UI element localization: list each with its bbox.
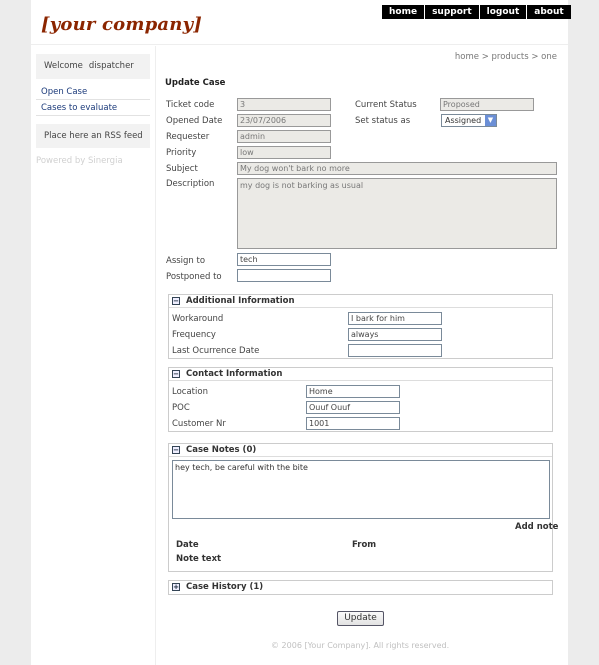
breadcrumb: home > products > one [454,52,557,62]
page [31,0,568,665]
chevron-down-icon: ▼ [485,115,496,126]
opened-date-field: 23/07/2006 [237,114,331,127]
footer-copyright: © 2006 [Your Company]. All rights reserved. [271,641,450,650]
sidebar-divider [36,99,150,100]
case-notes-section [168,443,559,572]
header [31,0,568,45]
username: dispatcher [88,61,134,71]
priority-field: low [237,146,331,159]
case-notes-header[interactable] [169,444,552,457]
company-logo: [your company] [41,14,202,35]
frequency-label: Frequency [172,330,216,340]
current-status-field: Proposed [440,98,534,111]
contact-info-title: Contact Information [186,369,283,379]
poc-input[interactable]: Ouuf Ouuf [306,401,400,414]
customer-nr-input[interactable]: 1001 [306,417,400,430]
priority-label: Priority [166,148,197,158]
case-notes-title: Case Notes (0) [186,445,257,455]
opened-date-label: Opened Date [166,116,223,126]
contact-info-section [168,367,553,432]
update-button[interactable]: Update [337,611,384,626]
last-occurrence-input[interactable] [348,344,442,357]
set-status-select[interactable] [441,114,497,127]
assign-to-label: Assign to [166,256,206,266]
description-label: Description [166,179,215,189]
collapse-icon[interactable]: − [173,370,179,378]
set-status-value: Assigned [445,116,482,125]
workaround-label: Workaround [172,314,224,324]
rss-feed-box: Place here an RSS feed [36,124,150,148]
postponed-to-label: Postponed to [166,272,222,282]
nav-home-link[interactable]: home [381,5,424,19]
frequency-input[interactable]: always [348,328,442,341]
requester-field: admin [237,130,331,143]
notes-col-text: Note text [176,554,222,564]
collapse-icon[interactable]: − [173,297,179,305]
sidebar-divider [36,115,150,116]
location-label: Location [172,387,208,397]
expand-icon[interactable]: + [173,583,179,591]
additional-info-section [168,294,553,359]
requester-label: Requester [166,132,210,142]
postponed-to-input[interactable] [237,269,331,282]
sidebar-link-open-case[interactable]: Open Case [41,87,88,97]
case-history-section [168,580,553,595]
nav-about-link[interactable]: about us [526,5,570,19]
top-nav [381,5,571,31]
subject-label: Subject [166,164,198,174]
notes-col-date: Date [176,540,199,550]
assign-to-input[interactable]: tech [237,253,331,266]
page-title: Update Case [165,78,226,88]
sidebar [31,46,156,665]
add-note-link[interactable]: Add note [515,522,559,532]
collapse-icon[interactable]: − [173,446,179,454]
ticket-code-field: 3 [237,98,331,111]
description-field: my dog is not barking as usual [237,178,557,249]
nav-logout-link[interactable]: logout [479,5,527,19]
current-status-label: Current Status [355,100,417,110]
welcome-label: Welcome [44,61,83,71]
poc-label: POC [172,403,190,413]
case-history-title: Case History (1) [186,582,264,592]
sidebar-link-cases-to-evaluate[interactable]: Cases to evaluate [41,103,118,113]
last-occurrence-label: Last Ocurrence Date [172,346,260,356]
customer-nr-label: Customer Nr [172,419,226,429]
subject-field: My dog won't bark no more [237,162,557,175]
notes-col-from: From [352,540,377,550]
additional-info-title: Additional Information [186,296,295,306]
powered-by: Powered by Sinergia [36,156,123,166]
case-history-header[interactable] [169,581,552,594]
set-status-label: Set status as [355,116,411,126]
nav-support-link[interactable]: support [424,5,479,19]
contact-info-header[interactable] [169,368,552,381]
additional-info-header[interactable] [169,295,552,308]
welcome-box [36,54,150,79]
location-input[interactable]: Home [306,385,400,398]
note-textarea[interactable]: hey tech, be careful with the bite [172,460,550,519]
workaround-input[interactable]: I bark for him [348,312,442,325]
ticket-code-label: Ticket code [166,100,215,110]
